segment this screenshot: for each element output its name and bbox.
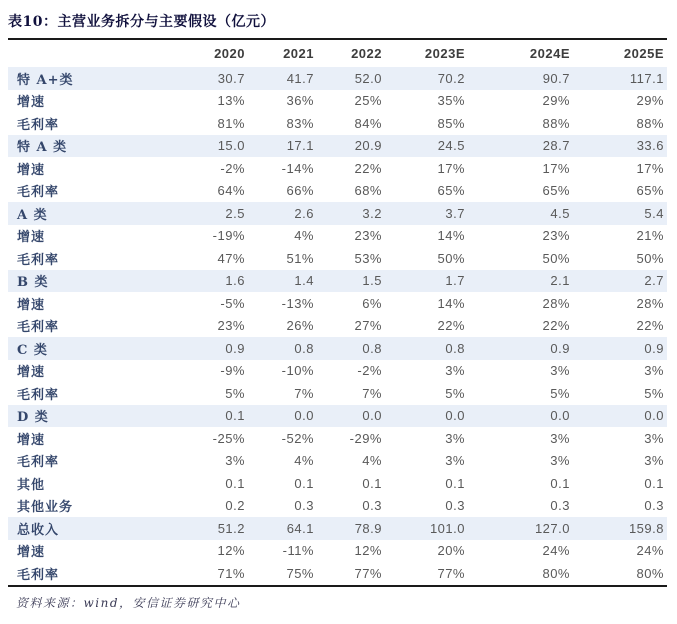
table-row bbox=[8, 180, 667, 203]
cell-value: 65% bbox=[437, 183, 465, 199]
cell-value: 23% bbox=[354, 228, 382, 244]
cell-value: -52% bbox=[281, 430, 314, 446]
table-row bbox=[8, 540, 667, 563]
table-row bbox=[8, 427, 667, 450]
cell-value: 84% bbox=[354, 115, 382, 131]
cell-value: 51% bbox=[286, 250, 314, 266]
cell-value: 0.0 bbox=[445, 408, 465, 424]
table-row bbox=[8, 472, 667, 495]
table-row bbox=[8, 202, 667, 225]
cell-value: 4% bbox=[294, 453, 314, 469]
cell-value: 80% bbox=[636, 565, 664, 581]
cell-value: 88% bbox=[542, 115, 570, 131]
cell-value: 1.7 bbox=[445, 273, 465, 289]
table-row bbox=[8, 67, 667, 90]
cell-value: 2.7 bbox=[644, 273, 664, 289]
cell-value: 0.1 bbox=[445, 475, 465, 491]
cell-value: 28% bbox=[636, 295, 664, 311]
cell-value: 77% bbox=[354, 565, 382, 581]
row-label: 增速 bbox=[17, 365, 46, 381]
cell-value: 0.1 bbox=[225, 408, 245, 424]
row-label: 增速 bbox=[17, 162, 46, 178]
cell-value: 50% bbox=[542, 250, 570, 266]
cell-value: 6% bbox=[362, 295, 382, 311]
cell-value: 0.0 bbox=[362, 408, 382, 424]
cell-value: -11% bbox=[282, 543, 314, 559]
table-row bbox=[8, 90, 667, 113]
cell-value: 0.3 bbox=[644, 498, 664, 514]
cell-value: 22% bbox=[542, 318, 570, 334]
cell-value: 29% bbox=[542, 93, 570, 109]
table-row bbox=[8, 562, 667, 586]
cell-value: 0.2 bbox=[225, 498, 245, 514]
page-title: 表10：主营业务拆分与主要假设（亿元） bbox=[8, 14, 275, 30]
cell-value: 101.0 bbox=[429, 520, 465, 536]
cell-value: 22% bbox=[437, 318, 465, 334]
cell-value: 3% bbox=[644, 430, 664, 446]
header-cell-label bbox=[8, 39, 178, 67]
cell-value: 5% bbox=[644, 385, 664, 401]
cell-value: 64.1 bbox=[286, 520, 314, 536]
cell-value: 83% bbox=[286, 115, 314, 131]
cell-value: 15.0 bbox=[217, 138, 245, 154]
table-row bbox=[8, 495, 667, 518]
business-breakdown-table bbox=[8, 38, 667, 587]
table-row bbox=[8, 270, 667, 293]
header-cell-year: 2020 bbox=[214, 46, 245, 61]
cell-value: 13% bbox=[217, 93, 245, 109]
cell-value: 0.9 bbox=[644, 340, 664, 356]
cell-value: -2% bbox=[220, 160, 245, 176]
cell-value: 24% bbox=[542, 543, 570, 559]
cell-value: 1.5 bbox=[362, 273, 382, 289]
table-row bbox=[8, 112, 667, 135]
cell-value: 21% bbox=[636, 228, 664, 244]
table-row bbox=[8, 135, 667, 158]
cell-value: 77% bbox=[437, 565, 465, 581]
row-label: A 类 bbox=[17, 207, 48, 223]
cell-value: 50% bbox=[636, 250, 664, 266]
row-label: 总收入 bbox=[17, 522, 60, 538]
cell-value: 24% bbox=[636, 543, 664, 559]
cell-value: 4% bbox=[362, 453, 382, 469]
cell-value: 117.1 bbox=[629, 70, 664, 86]
cell-value: 0.0 bbox=[644, 408, 664, 424]
cell-value: 70.2 bbox=[437, 70, 465, 86]
cell-value: 3% bbox=[550, 363, 570, 379]
cell-value: -25% bbox=[212, 430, 245, 446]
cell-value: -14% bbox=[281, 160, 314, 176]
cell-value: -9% bbox=[220, 363, 245, 379]
cell-value: 33.6 bbox=[636, 138, 664, 154]
header-cell-year: 2023E bbox=[424, 46, 465, 61]
cell-value: 64% bbox=[217, 183, 245, 199]
cell-value: 1.6 bbox=[225, 273, 245, 289]
row-label: B 类 bbox=[17, 275, 49, 291]
cell-value: -5% bbox=[220, 295, 245, 311]
cell-value: 0.8 bbox=[294, 340, 314, 356]
cell-value: 0.8 bbox=[362, 340, 382, 356]
cell-value: 4.5 bbox=[550, 205, 570, 221]
row-label: 增速 bbox=[17, 432, 46, 448]
row-label: 毛利率 bbox=[17, 185, 60, 201]
cell-value: 30.7 bbox=[217, 70, 245, 86]
cell-value: 75% bbox=[286, 565, 314, 581]
cell-value: 85% bbox=[437, 115, 465, 131]
cell-value: 90.7 bbox=[542, 70, 570, 86]
cell-value: 27% bbox=[354, 318, 382, 334]
cell-value: 0.0 bbox=[294, 408, 314, 424]
header-cell-year: 2022 bbox=[351, 46, 382, 61]
cell-value: 23% bbox=[217, 318, 245, 334]
cell-value: 159.8 bbox=[628, 520, 664, 536]
row-label: 毛利率 bbox=[17, 320, 60, 336]
table-row bbox=[8, 517, 667, 540]
cell-value: 0.3 bbox=[362, 498, 382, 514]
cell-value: 14% bbox=[437, 295, 465, 311]
row-label: 毛利率 bbox=[17, 387, 60, 403]
cell-value: 3% bbox=[445, 453, 465, 469]
cell-value: 5% bbox=[550, 385, 570, 401]
table-row bbox=[8, 315, 667, 338]
cell-value: 3% bbox=[550, 453, 570, 469]
cell-value: 20.9 bbox=[354, 138, 382, 154]
cell-value: 17% bbox=[542, 160, 570, 176]
cell-value: -10% bbox=[281, 363, 314, 379]
table-row bbox=[8, 337, 667, 360]
cell-value: 12% bbox=[217, 543, 245, 559]
cell-value: 65% bbox=[542, 183, 570, 199]
cell-value: 1.4 bbox=[294, 273, 314, 289]
cell-value: 50% bbox=[437, 250, 465, 266]
cell-value: -2% bbox=[357, 363, 382, 379]
cell-value: 3% bbox=[644, 453, 664, 469]
header-cell-year: 2025E bbox=[623, 46, 664, 61]
cell-value: 0.3 bbox=[294, 498, 314, 514]
cell-value: -29% bbox=[349, 430, 382, 446]
cell-value: 26% bbox=[286, 318, 314, 334]
cell-value: 0.1 bbox=[644, 475, 664, 491]
cell-value: 0.8 bbox=[445, 340, 465, 356]
cell-value: 0.9 bbox=[225, 340, 245, 356]
cell-value: 78.9 bbox=[354, 520, 382, 536]
cell-value: 52.0 bbox=[354, 70, 382, 86]
cell-value: 2.5 bbox=[225, 205, 245, 221]
row-label: 增速 bbox=[17, 95, 46, 111]
row-label: 特 A 类 bbox=[17, 140, 68, 156]
table-row bbox=[8, 225, 667, 248]
cell-value: 2.1 bbox=[550, 273, 570, 289]
cell-value: -19% bbox=[212, 228, 245, 244]
cell-value: 88% bbox=[636, 115, 664, 131]
table-row bbox=[8, 450, 667, 473]
row-label: 增速 bbox=[17, 545, 46, 561]
cell-value: 0.1 bbox=[225, 475, 245, 491]
header-cell-year: 2024E bbox=[529, 46, 570, 61]
row-label: 其他 bbox=[17, 477, 46, 493]
cell-value: 29% bbox=[636, 93, 664, 109]
cell-value: 0.9 bbox=[550, 340, 570, 356]
row-label: 特 A+类 bbox=[17, 72, 74, 88]
row-label: 其他业务 bbox=[17, 500, 74, 516]
cell-value: 0.1 bbox=[362, 475, 382, 491]
row-label: 毛利率 bbox=[17, 567, 60, 583]
row-label: 增速 bbox=[17, 297, 46, 313]
cell-value: 53% bbox=[354, 250, 382, 266]
row-label: D 类 bbox=[17, 410, 49, 426]
cell-value: 127.0 bbox=[534, 520, 570, 536]
cell-value: 23% bbox=[542, 228, 570, 244]
cell-value: 17% bbox=[636, 160, 664, 176]
cell-value: 71% bbox=[217, 565, 245, 581]
table-row bbox=[8, 360, 667, 383]
row-label: 增速 bbox=[17, 230, 46, 246]
table-body bbox=[8, 67, 667, 586]
cell-value: 36% bbox=[286, 93, 314, 109]
cell-value: 2.6 bbox=[294, 205, 314, 221]
table-row bbox=[8, 382, 667, 405]
cell-value: 28% bbox=[542, 295, 570, 311]
cell-value: 3% bbox=[445, 363, 465, 379]
cell-value: 35% bbox=[437, 93, 465, 109]
row-label: C 类 bbox=[17, 342, 48, 358]
cell-value: 51.2 bbox=[217, 520, 245, 536]
header-cell-year: 2021 bbox=[283, 46, 314, 61]
table-header-row bbox=[8, 39, 667, 67]
cell-value: 3.2 bbox=[362, 205, 382, 221]
cell-value: -13% bbox=[281, 295, 314, 311]
cell-value: 14% bbox=[437, 228, 465, 244]
cell-value: 17.1 bbox=[286, 138, 314, 154]
cell-value: 0.1 bbox=[550, 475, 570, 491]
cell-value: 81% bbox=[217, 115, 245, 131]
cell-value: 22% bbox=[636, 318, 664, 334]
cell-value: 0.0 bbox=[550, 408, 570, 424]
cell-value: 7% bbox=[362, 385, 382, 401]
cell-value: 5% bbox=[225, 385, 245, 401]
cell-value: 25% bbox=[354, 93, 382, 109]
table-row bbox=[8, 292, 667, 315]
cell-value: 3% bbox=[445, 430, 465, 446]
table-row bbox=[8, 247, 667, 270]
cell-value: 7% bbox=[294, 385, 314, 401]
row-label: 毛利率 bbox=[17, 117, 60, 133]
cell-value: 80% bbox=[542, 565, 570, 581]
cell-value: 3.7 bbox=[445, 205, 465, 221]
cell-value: 65% bbox=[636, 183, 664, 199]
source-note: 资料来源：wind，安信证券研究中心 bbox=[16, 595, 241, 610]
cell-value: 3% bbox=[644, 363, 664, 379]
row-label: 毛利率 bbox=[17, 455, 60, 471]
cell-value: 28.7 bbox=[542, 138, 570, 154]
cell-value: 5.4 bbox=[644, 205, 664, 221]
cell-value: 68% bbox=[354, 183, 382, 199]
cell-value: 0.3 bbox=[550, 498, 570, 514]
cell-value: 12% bbox=[354, 543, 382, 559]
cell-value: 3% bbox=[550, 430, 570, 446]
cell-value: 0.3 bbox=[445, 498, 465, 514]
row-label: 毛利率 bbox=[17, 252, 60, 268]
cell-value: 22% bbox=[354, 160, 382, 176]
table-row bbox=[8, 157, 667, 180]
cell-value: 66% bbox=[286, 183, 314, 199]
cell-value: 17% bbox=[437, 160, 465, 176]
cell-value: 41.7 bbox=[286, 70, 314, 86]
cell-value: 3% bbox=[225, 453, 245, 469]
cell-value: 0.1 bbox=[294, 475, 314, 491]
cell-value: 5% bbox=[445, 385, 465, 401]
table-row bbox=[8, 405, 667, 428]
cell-value: 47% bbox=[217, 250, 245, 266]
cell-value: 4% bbox=[294, 228, 314, 244]
cell-value: 24.5 bbox=[437, 138, 465, 154]
cell-value: 20% bbox=[437, 543, 465, 559]
